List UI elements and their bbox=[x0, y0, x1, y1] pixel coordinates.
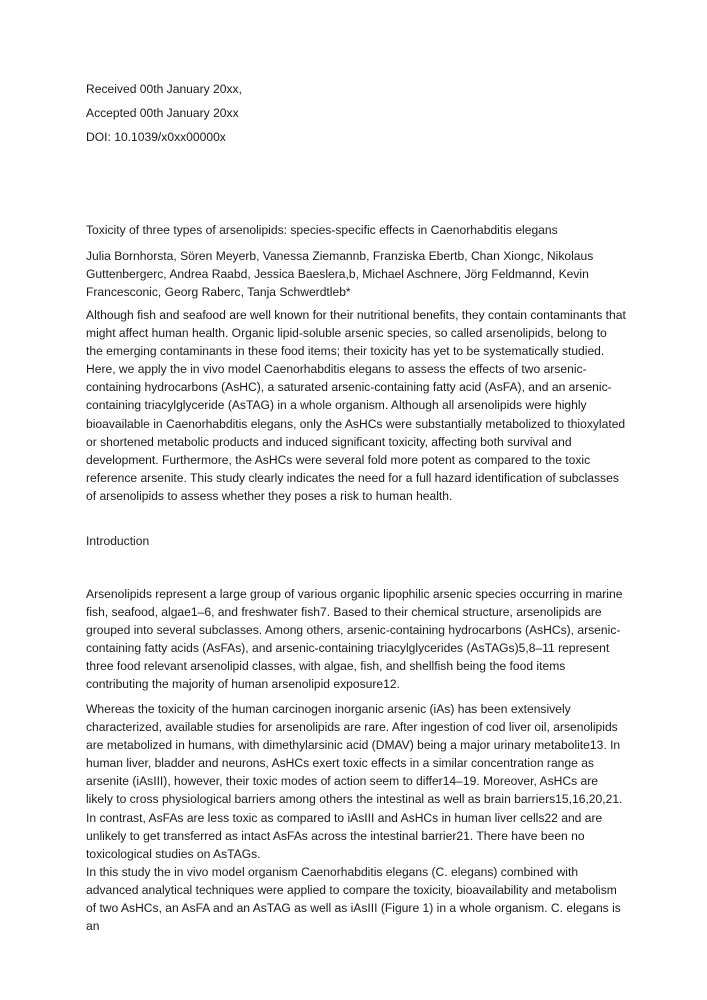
accepted-date: Accepted 00th January 20xx bbox=[86, 106, 239, 120]
author-list: Julia Bornhorsta, Sören Meyerb, Vanessa Ziemannb, Franziska Ebertb, Chan Xiongc, Nikolaus Guttenbergerc, Andrea Raabd, Jessica Baeslera,b, Michael Aschnere, Jörg Feldmannd, Kevin Francesconic, Georg Raberc, Tanja Schwerdtleb* bbox=[86, 249, 594, 300]
abstract: Although fish and seafood are well known for their nutritional benefits, they contain contaminants that might affect human health. Organic lipid-soluble arsenic species, so called arsenolipids, belong to the emerging contaminants in these food items; their toxicity has yet to be systematically studied. Here, we apply the in vivo model Caenorhabditis elegans to assess the effects of two arsenic-containing hydrocarbons (AsHC), a saturated arsenic-containing fatty acid (AsFA), and an arsenic-containing triacylglyceride (AsTAG) in a whole organism. Although all arsenolipids were highly bioavailable in Caenorhabditis elegans, only the AsHCs were substantially metabolized to thioxylated or shortened metabolic products and induced significant toxicity, affecting both survival and development. Furthermore, the AsHCs were several fold more potent as compared to the toxic reference arsenite. This study clearly indicates the need for a full hazard identification of subclasses of arsenolipids to assess whether they poses a risk to human health. bbox=[86, 308, 626, 503]
paper-page bbox=[86, 80, 626, 934]
paper-title: Toxicity of three types of arsenolipids: species-specific effects in Caenorhabditis elegans bbox=[86, 223, 558, 237]
introduction-paragraph-3: In this study the in vivo model organism Caenorhabditis elegans (C. elegans) combined with advanced analytical techniques were applied to compare the toxicity, bioavailability and metabolism of two AsHCs, an AsFA and an AsTAG as well as iAsIII (Figure 1) in a whole organism. C. elegans is an bbox=[86, 865, 621, 934]
introduction-paragraph-2: Whereas the toxicity of the human carcinogen inorganic arsenic (iAs) has been extensively characterized, available studies for arsenolipids are rare. After ingestion of cod liver oil, arsenolipids are metabolized in humans, with dimethylarsinic acid (DMAV) being a major urinary metabolite13. In human liver, bladder and neurons, AsHCs exert toxic effects in a similar concentration range as arsenite (iAsIII), however, their toxic modes of action seem to differ14–19. Moreover, AsHCs are likely to cross physiological barriers among others the intestinal as well as brain barriers15,16,20,21. In contrast, AsFAs are less toxic as compared to iAsIII and AsHCs in human liver cells22 and are unlikely to get transferred as intact AsFAs across the intestinal barrier21. There have been no toxicological studies on AsTAGs. bbox=[86, 702, 623, 861]
received-date: Received 00th January 20xx, bbox=[86, 82, 242, 96]
section-heading-introduction: Introduction bbox=[86, 534, 150, 548]
introduction-paragraph-1: Arsenolipids represent a large group of various organic lipophilic arsenic species occurring in marine fish, seafood, algae1–6, and freshwater fish7. Based to their chemical structure, arsenolipids are grouped into several subclasses. Among others, arsenic-containing hydrocarbons (AsHCs), arsenic-containing fatty acids (AsFAs), and arsenic-containing triacylglycerides (AsTAGs)5,8–11 represent three food relevant arsenolipid classes, with algae, fish, and shellfish being the food items contributing the majority of human arsenolipid exposure12. bbox=[86, 587, 623, 692]
doi-line: DOI: 10.1039/x0xx00000x bbox=[86, 130, 226, 144]
